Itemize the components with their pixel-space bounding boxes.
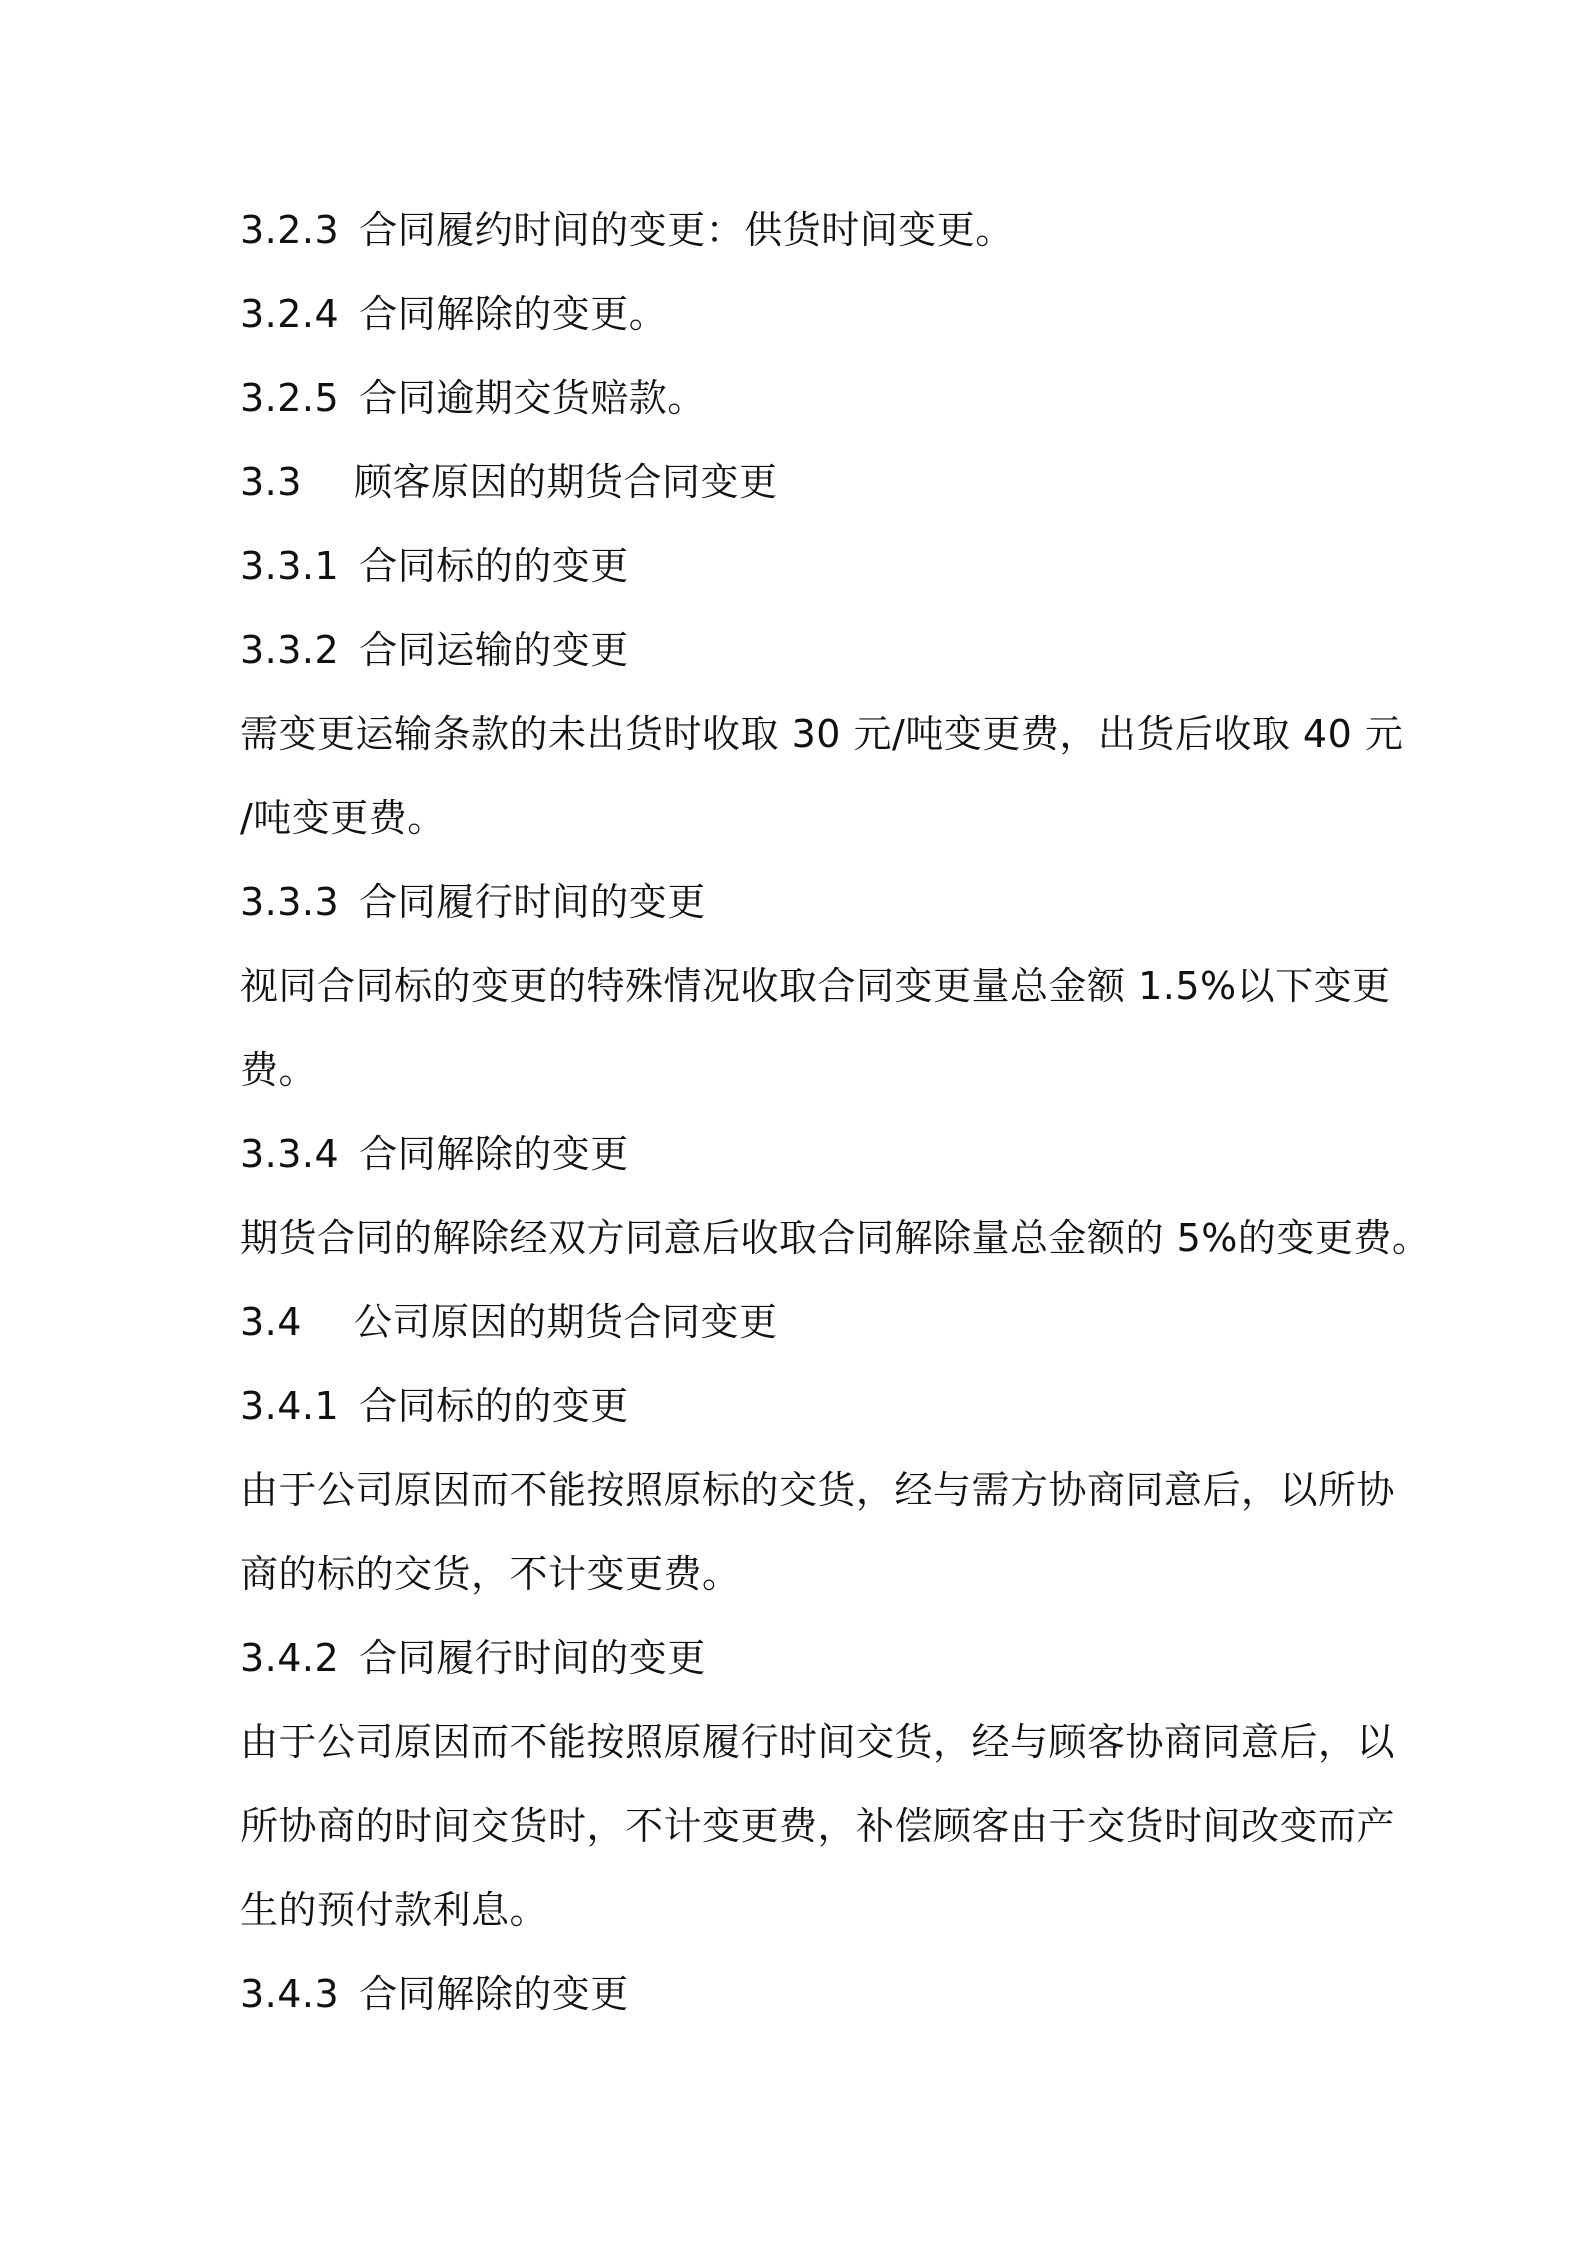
section-title: 合同逾期交货赔款。 [359, 376, 706, 420]
section-title: 合同履约时间的变更：供货时间变更。 [359, 208, 1014, 252]
section-heading-3-3-2 [240, 626, 1380, 674]
section-number: 3.3.2 [240, 628, 340, 672]
paragraph-line: 期货合同的解除经双方同意后收取合同解除量总金额的 5%的变更费。 [240, 1216, 1431, 1260]
section-title: 合同标的的变更 [359, 1384, 629, 1428]
section-title: 合同解除的变更 [359, 1972, 629, 2016]
paragraph-line: 视同合同标的变更的特殊情况收取合同变更量总金额 1.5%以下变更 [240, 964, 1391, 1008]
section-title: 公司原因的期货合同变更 [353, 1300, 778, 1344]
section-heading-3-3-3 [240, 878, 1380, 926]
section-number: 3.4.2 [240, 1636, 340, 1680]
section-heading-3-4-3 [240, 1970, 1380, 2018]
section-title: 合同履行时间的变更 [359, 880, 706, 924]
section-number: 3.4.3 [240, 1972, 340, 2016]
section-number: 3.4 [240, 1300, 302, 1344]
paragraph-line: 所协商的时间交货时，不计变更费，补偿顾客由于交货时间改变而产 [240, 1804, 1396, 1848]
section-title: 合同解除的变更 [359, 1132, 629, 1176]
section-title: 合同运输的变更 [359, 628, 629, 672]
section-number: 3.3.4 [240, 1132, 340, 1176]
section-number: 3.3.3 [240, 880, 340, 924]
section-number: 3.2.4 [240, 292, 340, 336]
paragraph-line: 费。 [240, 1048, 318, 1092]
paragraph-line: 需变更运输条款的未出货时收取 30 元/吨变更费，出货后收取 40 元 [240, 712, 1404, 756]
paragraph-line: 商的标的交货，不计变更费。 [240, 1552, 741, 1596]
section-heading-3-4-2 [240, 1634, 1380, 1682]
paragraph-line: /吨变更费。 [240, 796, 446, 840]
paragraph-line: 由于公司原因而不能按照原履行时间交货，经与顾客协商同意后，以 [240, 1720, 1396, 1764]
section-number: 3.3 [240, 460, 302, 504]
section-title: 合同解除的变更。 [359, 292, 668, 336]
section-heading-3-3 [240, 458, 1380, 506]
section-number: 3.3.1 [240, 544, 340, 588]
section-heading-3-2-3 [240, 206, 1380, 254]
section-heading-3-4 [240, 1298, 1380, 1346]
section-title: 合同标的的变更 [359, 544, 629, 588]
section-title: 合同履行时间的变更 [359, 1636, 706, 1680]
section-number: 3.4.1 [240, 1384, 340, 1428]
section-heading-3-3-4 [240, 1130, 1380, 1178]
section-title: 顾客原因的期货合同变更 [353, 460, 778, 504]
paragraph-line: 生的预付款利息。 [240, 1888, 549, 1932]
paragraph-line: 由于公司原因而不能按照原标的交货，经与需方协商同意后，以所协 [240, 1468, 1396, 1512]
section-number: 3.2.5 [240, 376, 340, 420]
section-number: 3.2.3 [240, 208, 340, 252]
section-heading-3-3-1 [240, 542, 1380, 590]
section-heading-3-2-5 [240, 374, 1380, 422]
section-heading-3-2-4 [240, 290, 1380, 338]
section-heading-3-4-1 [240, 1382, 1380, 1430]
